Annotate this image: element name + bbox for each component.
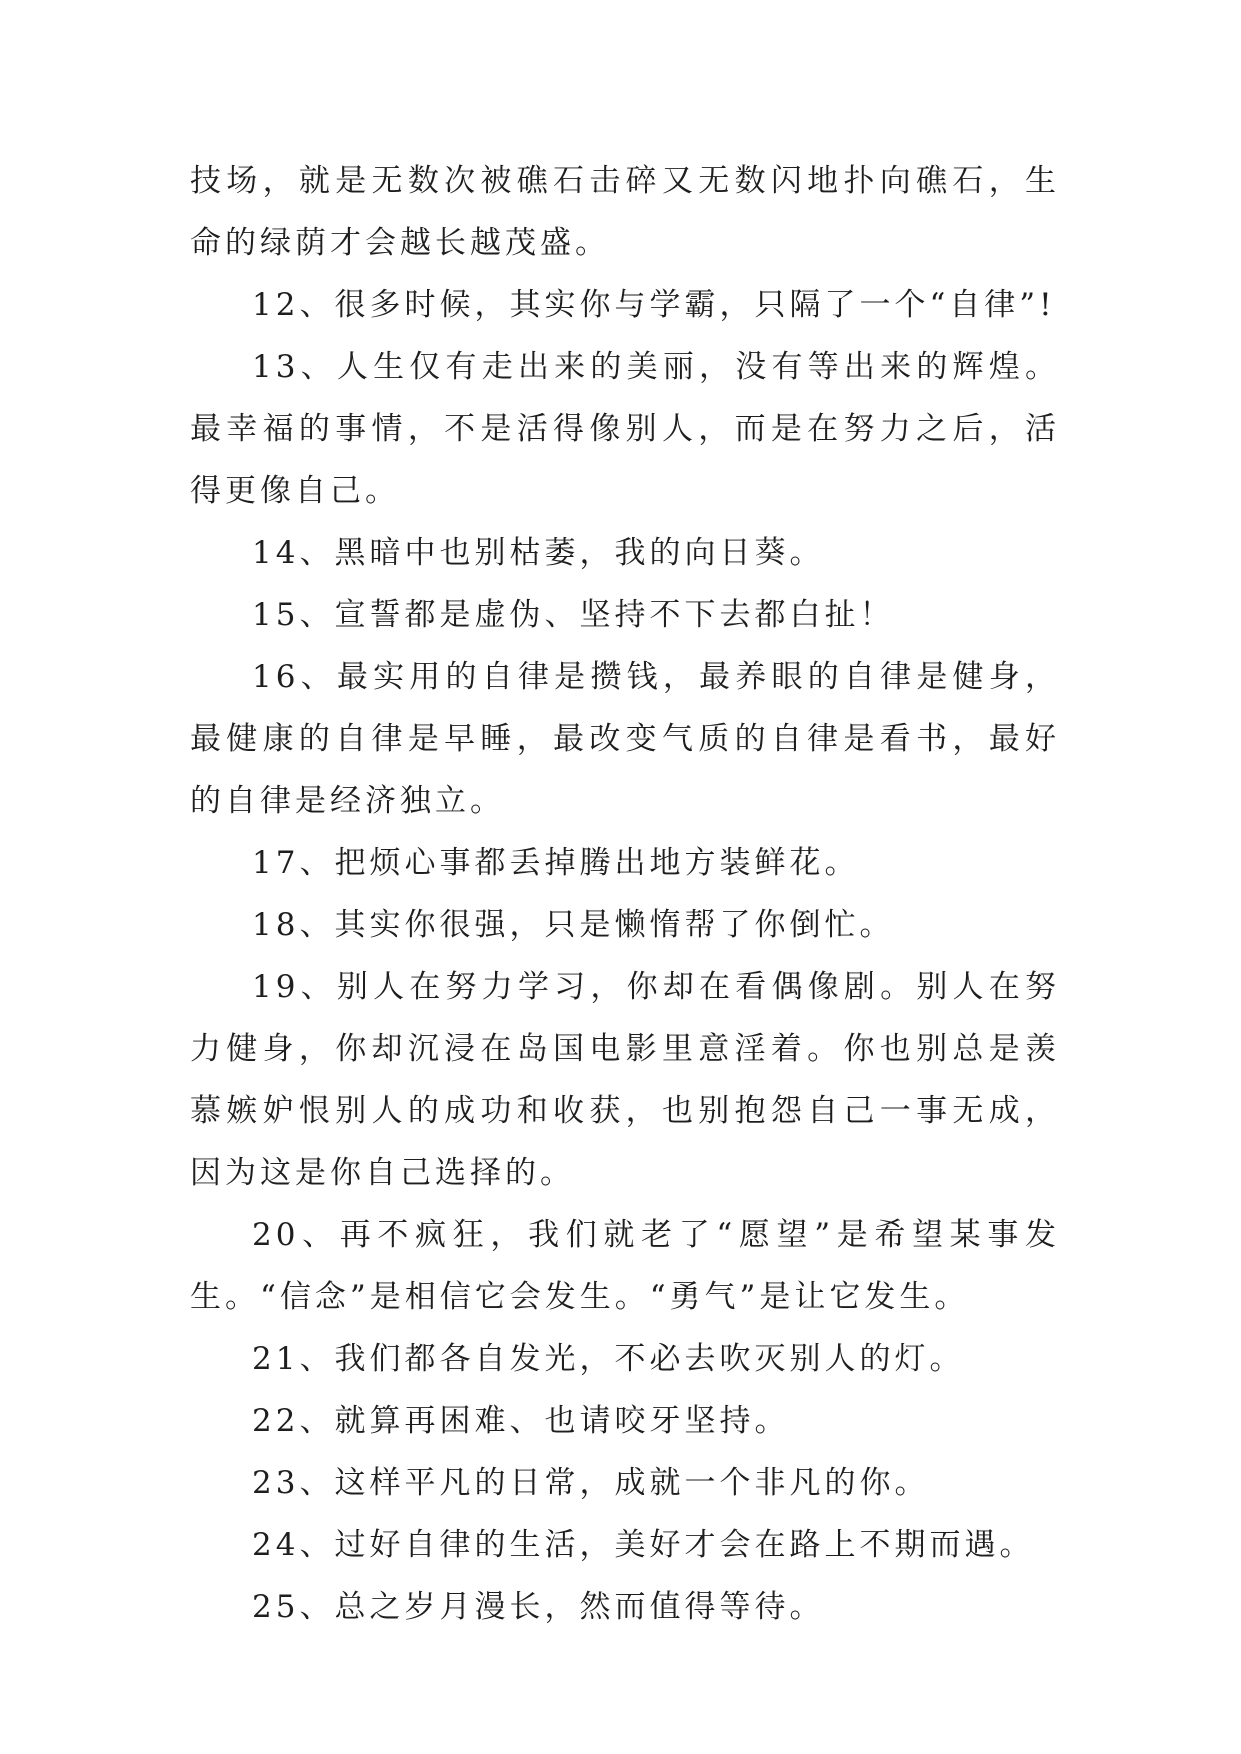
paragraph-item-19: 19、别人在努力学习，你却在看偶像剧。别人在努力健身，你却沉浸在岛国电影里意淫着。你也别总是羡慕嫉妒恨别人的成功和收获，也别抱怨自己一事无成，因为这是你自己选择的。: [190, 969, 1060, 1191]
paragraph-item-13: 13、人生仅有走出来的美丽，没有等出来的辉煌。最幸福的事情，不是活得像别人，而是在努力之后，活得更像自己。: [190, 349, 1060, 509]
paragraph-item-21: 21、我们都各自发光，不必去吹灭别人的灯。: [252, 1341, 965, 1377]
paragraph-item-16: 16、最实用的自律是攒钱，最养眼的自律是健身，最健康的自律是早睡，最改变气质的自律是看书，最好的自律是经济独立。: [190, 659, 1060, 819]
paragraph-item-25: 25、总之岁月漫长，然而值得等待。: [252, 1589, 825, 1625]
paragraph-item-17: 17、把烦心事都丢掉腾出地方装鲜花。: [252, 845, 860, 881]
paragraph-item-14: 14、黑暗中也别枯萎，我的向日葵。: [252, 535, 825, 571]
paragraph-item-12: 12、很多时候，其实你与学霸，只隔了一个“自律”!: [252, 287, 1056, 323]
paragraph-item-24: 24、过好自律的生活，美好才会在路上不期而遇。: [252, 1527, 1035, 1563]
document-body: [190, 150, 1060, 1638]
paragraph-continuation: 技场，就是无数次被礁石击碎又无数闪地扑向礁石，生命的绿荫才会越长越茂盛。: [190, 163, 1060, 261]
paragraph-item-23: 23、这样平凡的日常，成就一个非凡的你。: [252, 1465, 930, 1501]
paragraph-item-20: 20、再不疯狂，我们就老了“愿望”是希望某事发生。“信念”是相信它会发生。“勇气”是让它发生。: [190, 1217, 1060, 1315]
paragraph-item-15: 15、宣誓都是虚伪、坚持不下去都白扯！: [252, 597, 895, 633]
paragraph-item-18: 18、其实你很强，只是懒惰帮了你倒忙。: [252, 907, 895, 943]
paragraph-item-22: 22、就算再困难、也请咬牙坚持。: [252, 1403, 790, 1439]
